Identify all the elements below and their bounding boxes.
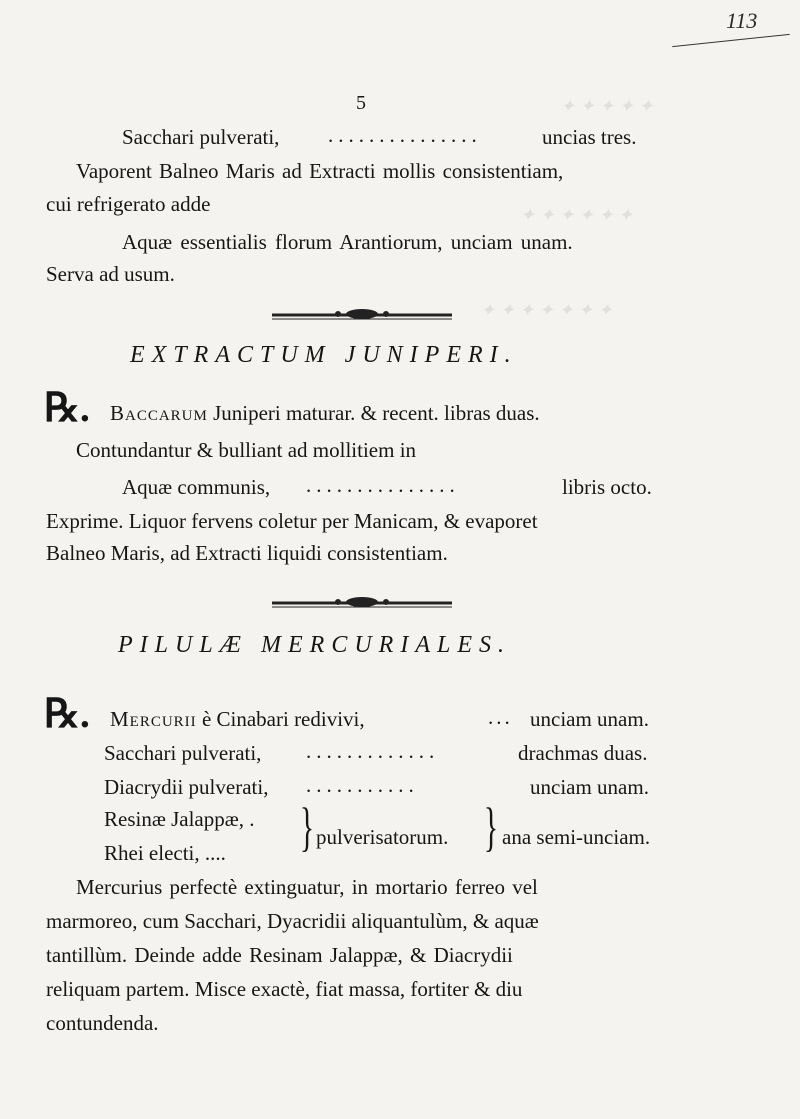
pilulae-line1-right: unciam unam. [530,707,649,731]
section-heading-extractum-juniperi: EXTRACTUM JUNIPERI. [130,342,518,368]
pilulae-line4-left: Resinæ Jalappæ, . [104,807,255,831]
pilulae-line2-dots: ............. [306,739,440,763]
signature-mark: 5 [356,92,366,114]
pilulae-line3-dots: ........... [306,773,419,797]
pilulae-line2-right: drachmas duas. [518,741,648,765]
recipe1-line1-right: uncias tres. [542,125,637,149]
recipe1-line3: cui refrigerato adde [46,192,211,216]
pilulae-line1-left [110,706,365,732]
pilulae-para-line1: Mercurius perfectè extinguatur, in mortario ferreo vel [76,875,538,899]
juniperi-line3-left: Aquæ communis, [122,475,271,499]
bleed-through-text: ✦ ✦ ✦ ✦ ✦ ✦ [520,205,633,225]
right-brace: } [483,797,499,857]
recipe1-line1-left: Sacchari pulverati, [122,125,280,149]
pilulae-para-line3: tantillùm. Deinde adde Resinam Jalappæ, & Diacrydii [46,943,513,967]
juniperi-line4: Exprime. Liquor fervens coletur per Manicam, & evaporet [46,509,538,533]
pilulae-para-line5: contundenda. [46,1011,159,1035]
pilulae-line5-left: Rhei electi, .... [104,841,226,865]
juniperi-line1 [110,400,540,426]
pilulae-lead-word: Mercurii [110,707,197,731]
recipe1-line1-dots: ............... [328,123,482,147]
juniperi-lead-word: Baccarum [110,401,208,425]
recipe1-line2: Vaporent Balneo Maris ad Extracti mollis consistentiam, [76,159,564,183]
recipe1-line4: Aquæ essentialis florum Arantiorum, unciam unam. [122,230,573,254]
bleed-through-text: ✦ ✦ ✦ ✦ ✦ [560,96,654,116]
pilulae-line3-left: Diacrydii pulverati, [104,775,269,799]
pilulae-brace-middle: pulverisatorum. [316,825,449,849]
pilulae-para-line2: marmoreo, cum Sacchari, Dyacridii aliquantulùm, & aquæ [46,909,539,933]
folio-number: 113 [726,8,758,33]
section-divider-ornament [268,596,456,610]
section-divider-ornament [268,308,456,322]
recipe-symbol-pilulae: ℞. [44,691,90,736]
juniperi-line2: Contundantur & bulliant ad mollitiem in [76,438,417,462]
pilulae-line1-rest: è Cinabari redivivi, [201,707,365,731]
pilulae-para-line4: reliquam partem. Misce exactè, fiat massa, fortiter & diu [46,977,523,1001]
juniperi-line3-dots: ............... [306,473,460,497]
pilulae-line1-dots: ... [488,705,513,729]
folio-underline [672,34,789,47]
pilulae-line2-left: Sacchari pulverati, [104,741,262,765]
juniperi-line5: Balneo Maris, ad Extracti liquidi consistentiam. [46,541,448,565]
juniperi-line3-right: libris octo. [562,475,652,499]
bleed-through-text: ✦ ✦ ✦ ✦ ✦ ✦ ✦ [480,300,613,320]
juniperi-line1-rest: Juniperi maturar. & recent. libras duas. [213,401,540,425]
pilulae-line3-right: unciam unam. [530,775,649,799]
left-brace: } [299,797,315,857]
pilulae-brace-right: ana semi-unciam. [502,825,651,849]
section-heading-pilulae-mercuriales: PILULÆ MERCURIALES. [118,632,511,658]
recipe1-line5: Serva ad usum. [46,262,175,286]
recipe-symbol-juniperi: ℞. [44,385,90,430]
